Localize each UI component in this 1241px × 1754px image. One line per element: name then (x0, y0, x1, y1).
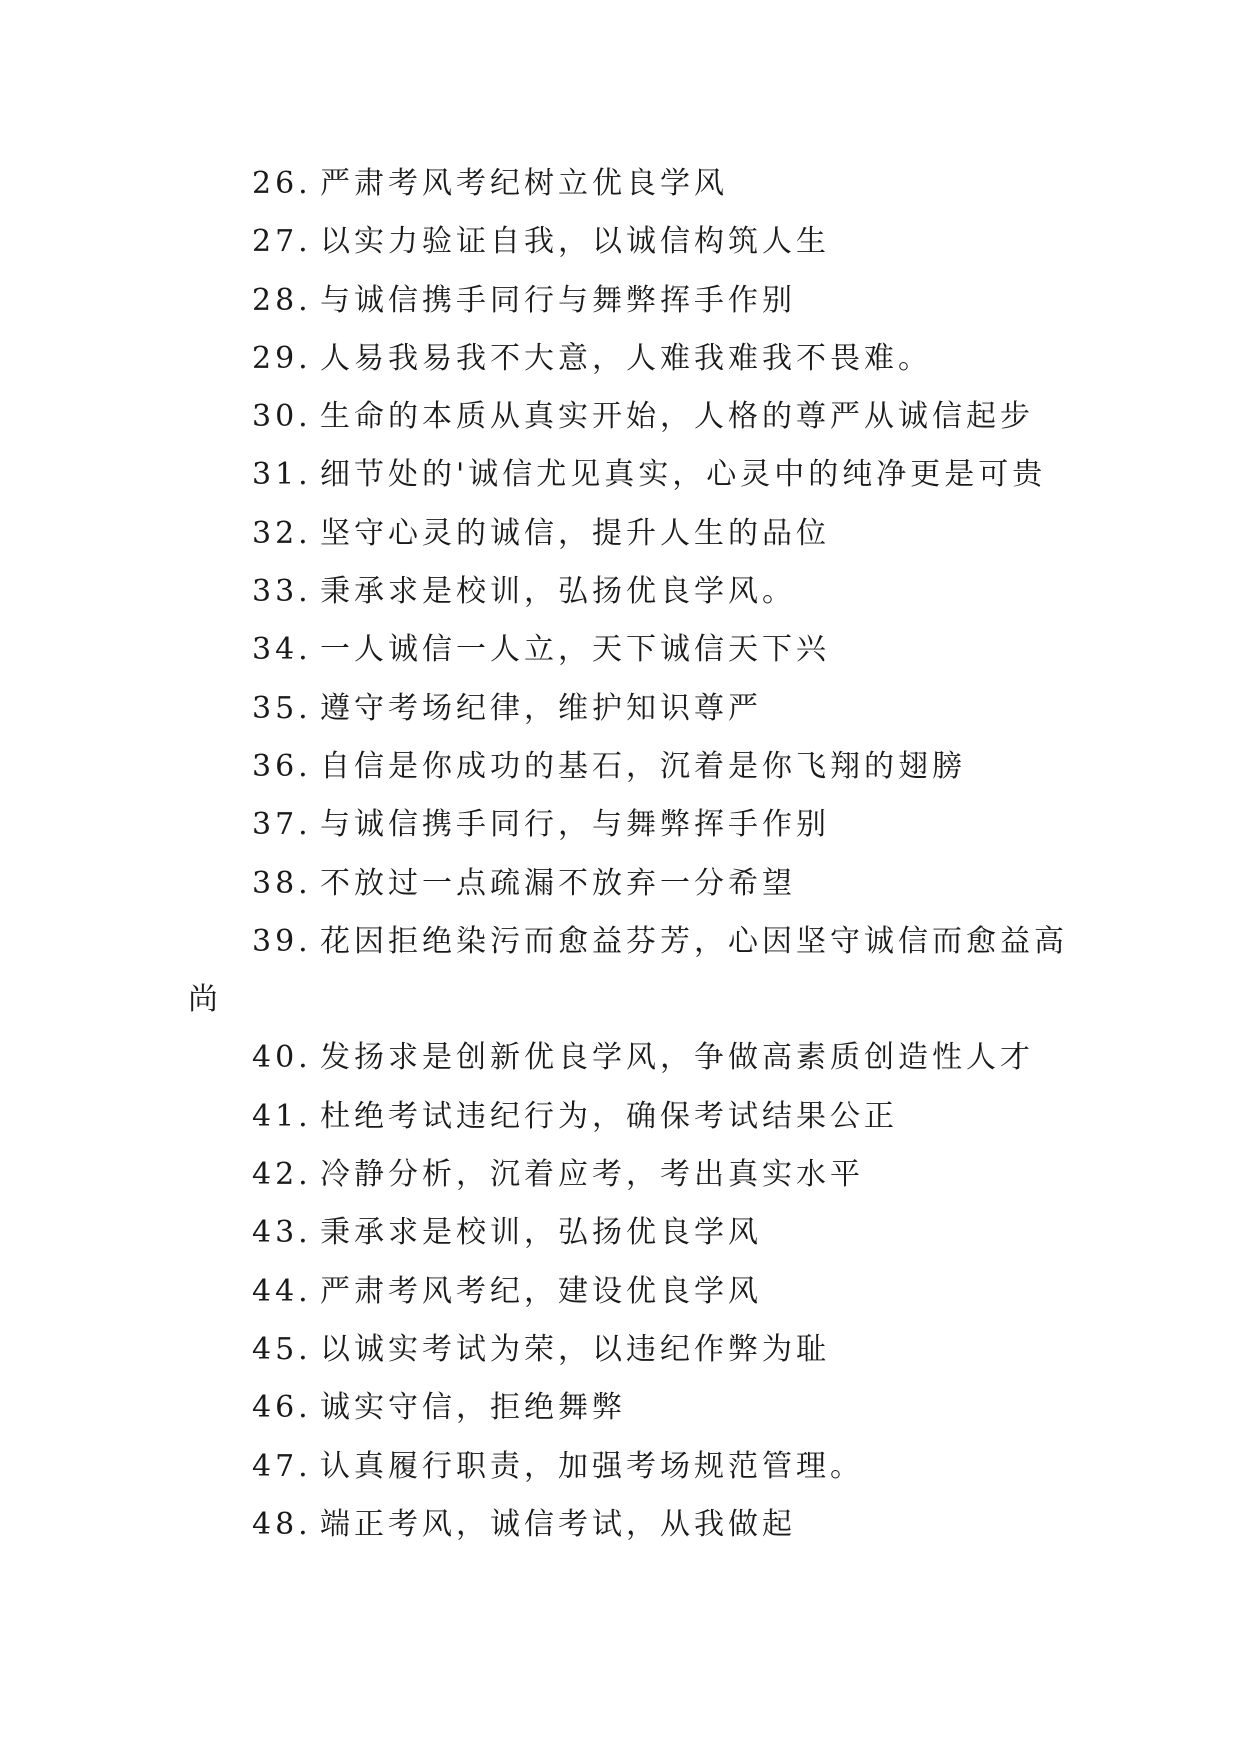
item-text: 严肃考风考纪，建设优良学风 (320, 1273, 762, 1309)
item-number: 34. (252, 632, 312, 668)
item-number: 46. (252, 1390, 312, 1426)
list-item (0, 1088, 1241, 1146)
list-item (0, 913, 1241, 971)
list-item (0, 855, 1241, 913)
list-item (0, 213, 1241, 271)
list-item (0, 1379, 1241, 1437)
list-item (0, 446, 1241, 504)
item-text: 人易我易我不大意，人难我难我不畏难。 (320, 340, 932, 376)
item-text: 生命的本质从真实开始，人格的尊严从诚信起步 (320, 399, 1034, 435)
item-number: 45. (252, 1331, 312, 1367)
item-number: 43. (252, 1215, 312, 1251)
item-text: 遵守考场纪律，维护知识尊严 (320, 690, 762, 726)
list-item (0, 1204, 1241, 1262)
item-text: 与诚信携手同行，与舞弊挥手作别 (320, 807, 830, 843)
item-text: 端正考风，诚信考试，从我做起 (320, 1506, 796, 1542)
item-number: 44. (252, 1273, 312, 1309)
item-text: 尚 (188, 982, 222, 1018)
list-item (0, 155, 1241, 213)
item-number: 38. (252, 865, 312, 901)
slogan-list (0, 155, 1241, 1554)
list-item (0, 1029, 1241, 1087)
list-item (0, 1146, 1241, 1204)
item-text: 花因拒绝染污而愈益芬芳，心因坚守诚信而愈益高 (320, 923, 1068, 959)
list-item (0, 796, 1241, 854)
list-item-continuation (0, 971, 1241, 1029)
list-item (0, 621, 1241, 679)
list-item (0, 330, 1241, 388)
item-number: 48. (252, 1506, 312, 1542)
item-number: 28. (252, 282, 312, 318)
list-item (0, 1263, 1241, 1321)
list-item (0, 1438, 1241, 1496)
item-text: 诚实守信，拒绝舞弊 (320, 1390, 626, 1426)
item-text: 秉承求是校训，弘扬优良学风。 (320, 574, 796, 610)
item-number: 40. (252, 1040, 312, 1076)
item-number: 33. (252, 574, 312, 610)
item-text: 秉承求是校训，弘扬优良学风 (320, 1215, 762, 1251)
list-item (0, 272, 1241, 330)
item-number: 36. (252, 748, 312, 784)
item-text: 杜绝考试违纪行为，确保考试结果公正 (320, 1098, 898, 1134)
list-item (0, 505, 1241, 563)
item-text: 坚守心灵的诚信，提升人生的品位 (320, 515, 830, 551)
item-number: 39. (252, 923, 312, 959)
item-text: 自信是你成功的基石，沉着是你飞翔的翅膀 (320, 748, 966, 784)
item-text: 与诚信携手同行与舞弊挥手作别 (320, 282, 796, 318)
item-number: 32. (252, 515, 312, 551)
list-item (0, 1321, 1241, 1379)
item-number: 29. (252, 340, 312, 376)
item-text: 发扬求是创新优良学风，争做高素质创造性人才 (320, 1040, 1034, 1076)
item-number: 30. (252, 399, 312, 435)
item-text: 冷静分析，沉着应考，考出真实水平 (320, 1157, 864, 1193)
list-item (0, 738, 1241, 796)
item-number: 31. (252, 457, 312, 493)
item-text: 细节处的'诚信尤见真实，心灵中的纯净更是可贵 (320, 457, 1047, 493)
list-item (0, 680, 1241, 738)
list-item (0, 563, 1241, 621)
item-number: 27. (252, 224, 312, 260)
item-text: 一人诚信一人立，天下诚信天下兴 (320, 632, 830, 668)
item-text: 以诚实考试为荣，以违纪作弊为耻 (320, 1331, 830, 1367)
list-item (0, 1496, 1241, 1554)
item-text: 严肃考风考纪树立优良学风 (320, 166, 728, 201)
item-text: 以实力验证自我，以诚信构筑人生 (320, 224, 830, 260)
list-item (0, 388, 1241, 446)
item-text: 不放过一点疏漏不放弃一分希望 (320, 865, 796, 901)
item-number: 26. (252, 166, 312, 201)
item-number: 41. (252, 1098, 312, 1134)
item-number: 47. (252, 1448, 312, 1484)
item-number: 37. (252, 807, 312, 843)
item-text: 认真履行职责，加强考场规范管理。 (320, 1448, 864, 1484)
item-number: 42. (252, 1157, 312, 1193)
item-number: 35. (252, 690, 312, 726)
